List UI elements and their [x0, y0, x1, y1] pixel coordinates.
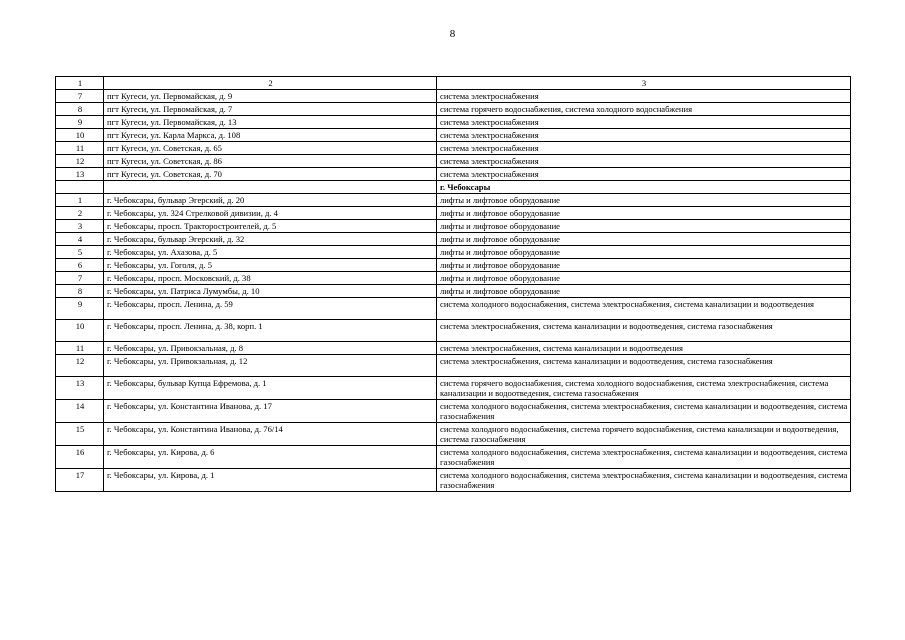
row-number-cell: 8 — [56, 285, 104, 298]
row-number-cell: 15 — [56, 423, 104, 446]
row-number-cell: 11 — [56, 142, 104, 155]
row-systems-cell: система холодного водоснабжения, система горячего водоснабжения, система канализации и водоотведения, система газоснабжения — [437, 423, 851, 446]
row-systems-cell: лифты и лифтовое оборудование — [437, 246, 851, 259]
table-row — [56, 207, 851, 220]
city-heading-row — [56, 181, 851, 194]
row-number-cell: 12 — [56, 155, 104, 168]
row-address-cell: г. Чебоксары, просп. Ленина, д. 59 — [104, 298, 437, 320]
row-number-cell: 9 — [56, 298, 104, 320]
row-systems-cell: система электроснабжения — [437, 129, 851, 142]
row-systems-cell: лифты и лифтовое оборудование — [437, 285, 851, 298]
table-row — [56, 272, 851, 285]
row-number-cell: 2 — [56, 207, 104, 220]
row-number-cell: 10 — [56, 129, 104, 142]
table-row — [56, 298, 851, 320]
table-row — [56, 142, 851, 155]
row-systems-cell: система электроснабжения — [437, 168, 851, 181]
objects-table — [55, 76, 851, 492]
row-address-cell: г. Чебоксары, ул. Привокзальная, д. 12 — [104, 355, 437, 377]
row-address-cell: г. Чебоксары, ул. Кирова, д. 1 — [104, 469, 437, 492]
row-number-cell: 5 — [56, 246, 104, 259]
row-address-cell: пгт Кугеси, ул. Первомайская, д. 9 — [104, 90, 437, 103]
header-cell-systems: 3 — [437, 77, 851, 90]
row-number-cell: 6 — [56, 259, 104, 272]
row-number-cell: 17 — [56, 469, 104, 492]
row-systems-cell: система электроснабжения, система канализации и водоотведения — [437, 342, 851, 355]
table-row — [56, 355, 851, 377]
row-systems-cell: лифты и лифтовое оборудование — [437, 272, 851, 285]
table-row — [56, 469, 851, 492]
row-number-cell: 12 — [56, 355, 104, 377]
row-address-cell: г. Чебоксары, просп. Тракторостроителей, д. 5 — [104, 220, 437, 233]
table-row — [56, 168, 851, 181]
row-number-cell: 7 — [56, 90, 104, 103]
row-systems-cell: система электроснабжения — [437, 116, 851, 129]
table-row — [56, 342, 851, 355]
row-systems-cell: система электроснабжения, система канализации и водоотведения, система газоснабжения — [437, 355, 851, 377]
row-number-cell: 14 — [56, 400, 104, 423]
row-number-cell: 16 — [56, 446, 104, 469]
page-number: 8 — [449, 28, 456, 40]
row-number-cell: 4 — [56, 233, 104, 246]
table-row — [56, 320, 851, 342]
row-number-cell: 3 — [56, 220, 104, 233]
row-address-cell: г. Чебоксары, ул. Кирова, д. 6 — [104, 446, 437, 469]
row-address-cell: г. Чебоксары, ул. Ахазова, д. 5 — [104, 246, 437, 259]
row-address-cell: г. Чебоксары, ул. Патриса Лумумбы, д. 10 — [104, 285, 437, 298]
table-row — [56, 233, 851, 246]
row-address-cell: г. Чебоксары, просп. Ленина, д. 38, корп. 1 — [104, 320, 437, 342]
row-systems-cell: система холодного водоснабжения, система электроснабжения, система канализации и водоотведения, система газоснабжения — [437, 469, 851, 492]
row-address-cell: г. Чебоксары, ул. Гоголя, д. 5 — [104, 259, 437, 272]
row-systems-cell: система холодного водоснабжения, система электроснабжения, система канализации и водоотведения — [437, 298, 851, 320]
row-address-cell: пгт Кугеси, ул. Карла Маркса, д. 108 — [104, 129, 437, 142]
table-header-row — [56, 77, 851, 90]
row-number-cell: 13 — [56, 377, 104, 400]
table-row — [56, 377, 851, 400]
row-address-cell: пгт Кугеси, ул. Советская, д. 86 — [104, 155, 437, 168]
table-row — [56, 155, 851, 168]
row-number-cell: 8 — [56, 103, 104, 116]
row-systems-cell: лифты и лифтовое оборудование — [437, 259, 851, 272]
row-address-cell: пгт Кугеси, ул. Советская, д. 65 — [104, 142, 437, 155]
row-number-cell: 13 — [56, 168, 104, 181]
table-row — [56, 90, 851, 103]
table-row — [56, 285, 851, 298]
row-systems-cell: система электроснабжения, система канализации и водоотведения, система газоснабжения — [437, 320, 851, 342]
row-systems-cell: система холодного водоснабжения, система электроснабжения, система канализации и водоотведения, система газоснабжения — [437, 446, 851, 469]
header-cell-address: 2 — [104, 77, 437, 90]
row-address-cell: г. Чебоксары, просп. Московский, д. 38 — [104, 272, 437, 285]
row-address-cell: пгт Кугеси, ул. Первомайская, д. 13 — [104, 116, 437, 129]
row-systems-cell: лифты и лифтовое оборудование — [437, 233, 851, 246]
table-row — [56, 446, 851, 469]
row-address-cell: пгт Кугеси, ул. Советская, д. 70 — [104, 168, 437, 181]
table-row — [56, 220, 851, 233]
row-address-cell: г. Чебоксары, ул. Привокзальная, д. 8 — [104, 342, 437, 355]
row-address-cell: г. Чебоксары, ул. Константина Иванова, д. 76/14 — [104, 423, 437, 446]
table-row — [56, 194, 851, 207]
table-row — [56, 400, 851, 423]
row-number-cell: 9 — [56, 116, 104, 129]
row-number-cell: 7 — [56, 272, 104, 285]
row-systems-cell: система горячего водоснабжения, система холодного водоснабжения — [437, 103, 851, 116]
row-systems-cell: лифты и лифтовое оборудование — [437, 220, 851, 233]
row-systems-cell: система электроснабжения — [437, 142, 851, 155]
city-heading-empty-cell — [56, 181, 104, 194]
row-systems-cell: система электроснабжения — [437, 155, 851, 168]
row-systems-cell: система электроснабжения — [437, 90, 851, 103]
row-systems-cell: система горячего водоснабжения, система холодного водоснабжения, система электроснабжения, система канализации и водоотведения, система газоснабжения — [437, 377, 851, 400]
row-address-cell: г. Чебоксары, бульвар Эгерский, д. 20 — [104, 194, 437, 207]
row-address-cell: г. Чебоксары, бульвар Эгерский, д. 32 — [104, 233, 437, 246]
table-row — [56, 246, 851, 259]
row-number-cell: 11 — [56, 342, 104, 355]
row-number-cell: 1 — [56, 194, 104, 207]
row-address-cell: пгт Кугеси, ул. Первомайская, д. 7 — [104, 103, 437, 116]
table-row — [56, 103, 851, 116]
row-systems-cell: система холодного водоснабжения, система электроснабжения, система канализации и водоотведения, система газоснабжения — [437, 400, 851, 423]
row-address-cell: г. Чебоксары, ул. Константина Иванова, д. 17 — [104, 400, 437, 423]
row-address-cell: г. Чебоксары, бульвар Купца Ефремова, д. 1 — [104, 377, 437, 400]
row-systems-cell: лифты и лифтовое оборудование — [437, 194, 851, 207]
row-address-cell: г. Чебоксары, ул. 324 Стрелковой дивизии, д. 4 — [104, 207, 437, 220]
row-number-cell: 10 — [56, 320, 104, 342]
table-row — [56, 116, 851, 129]
city-heading: г. Чебоксары — [437, 181, 851, 194]
table-row — [56, 423, 851, 446]
table-row — [56, 129, 851, 142]
header-cell-number: 1 — [56, 77, 104, 90]
table-row — [56, 259, 851, 272]
row-systems-cell: лифты и лифтовое оборудование — [437, 207, 851, 220]
city-heading-empty-cell — [104, 181, 437, 194]
